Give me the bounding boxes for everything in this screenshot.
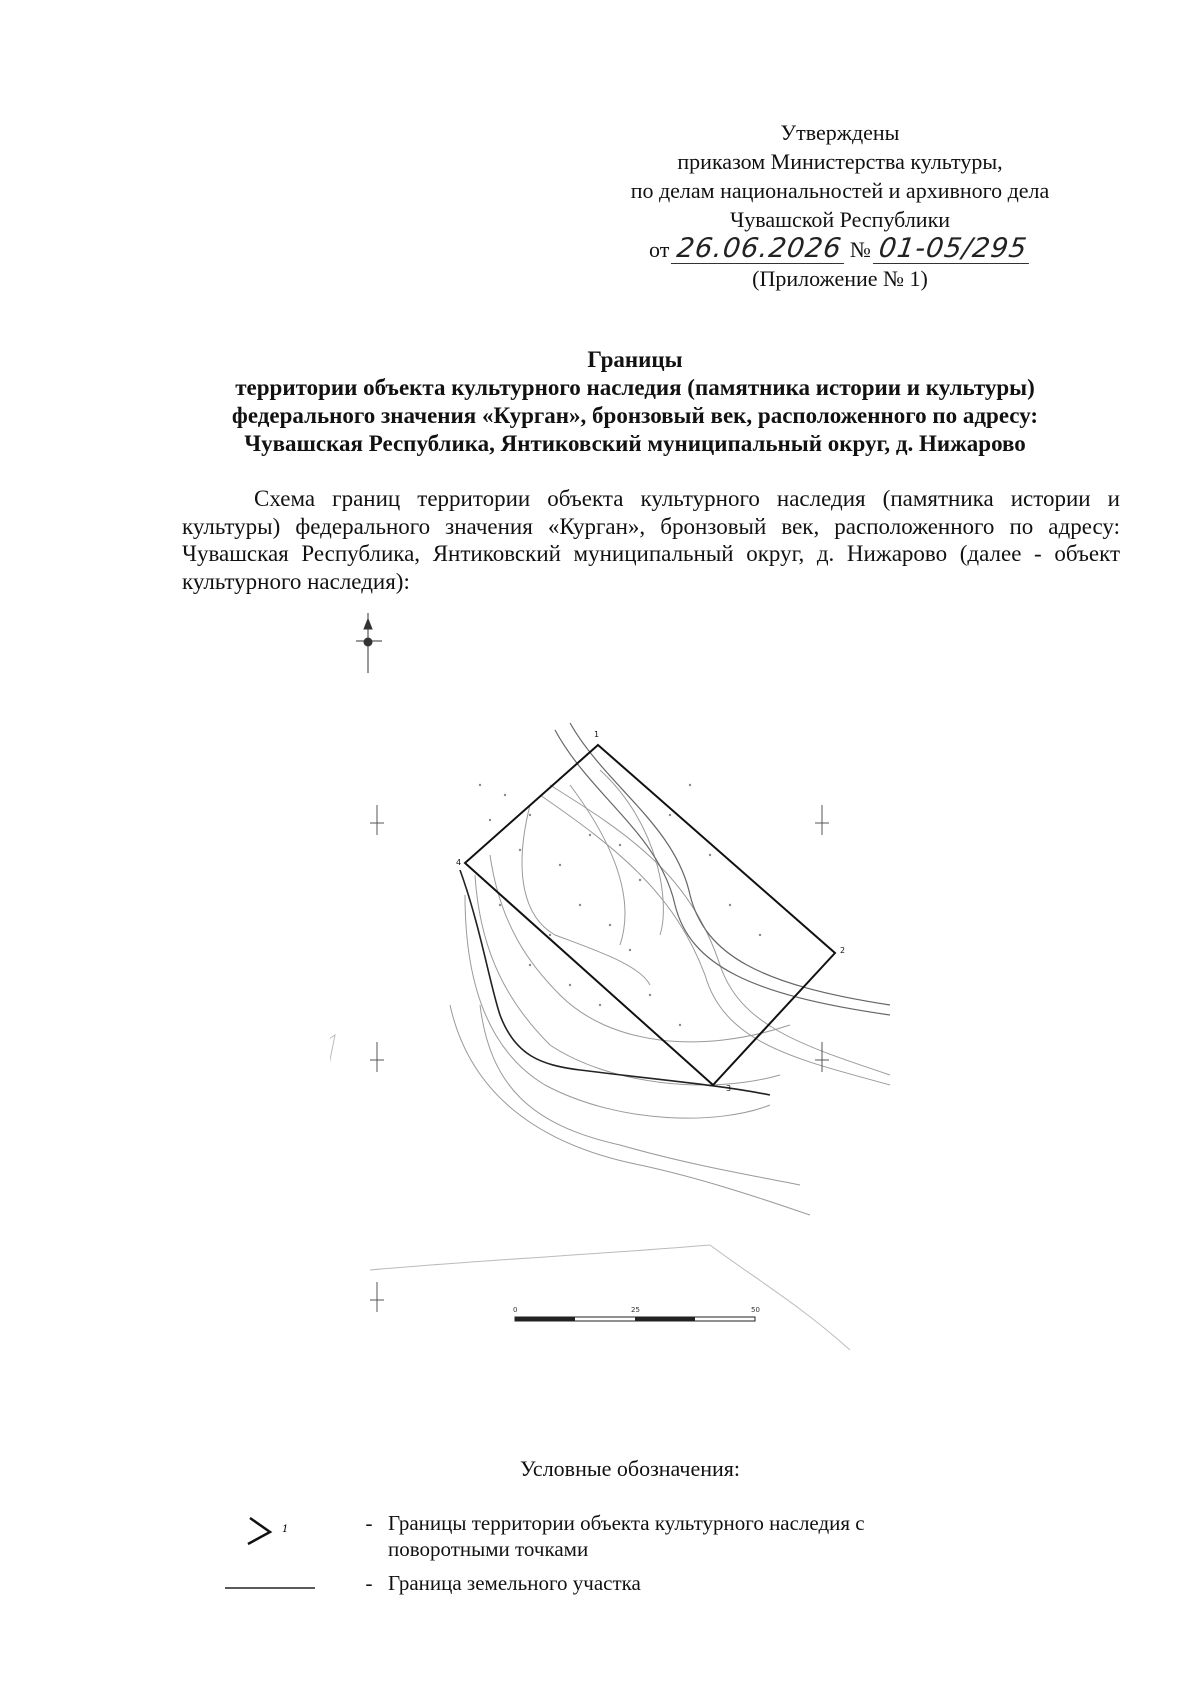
scale-bar [513, 1306, 760, 1321]
point-label-4: 4 [456, 858, 462, 867]
boundary-turning-point-icon [220, 1510, 350, 1550]
scale-tick-0: 0 [513, 1306, 518, 1314]
number-prefix: № [849, 237, 871, 262]
legend-dash: - [365, 1511, 373, 1535]
legend-item-land-plot [220, 1570, 1020, 1610]
approval-block [560, 118, 1120, 293]
title-line1: Границы [587, 347, 683, 372]
title-line2: территории объекта культурного наследия (памятника истории и культуры) [235, 375, 1035, 400]
legend-item-boundary [220, 1510, 1020, 1562]
elevation-marks [479, 784, 761, 1026]
date-prefix: от [648, 237, 670, 262]
title-line4: Чувашская Республика, Янтиковский муниципальный округ, д. Нижарово [244, 431, 1026, 456]
approval-line2: приказом Министерства культуры, [677, 149, 1003, 174]
land-plot-boundary [460, 870, 770, 1095]
point-label-1: 1 [594, 730, 600, 739]
document-title [150, 346, 1120, 458]
point-label-2: 2 [840, 946, 846, 955]
north-arrow-icon [356, 613, 382, 673]
grid-crosses [370, 805, 829, 1312]
legend-title: Условные обозначения: [520, 1456, 741, 1481]
object-territory-boundary [465, 745, 835, 1085]
scale-tick-25: 25 [631, 1306, 640, 1314]
scale-tick-50: 50 [751, 1306, 760, 1314]
legend-point-label: 1 [282, 1524, 289, 1535]
approval-line1: Утверждены [780, 120, 900, 145]
legend-dash: - [365, 1571, 373, 1595]
boundary-map [330, 605, 920, 1435]
land-plot-line-icon [220, 1570, 350, 1610]
title-line3: федерального значения «Курган», бронзовый век, расположенного по адресу: [231, 403, 1039, 428]
appendix-label: (Приложение № 1) [752, 266, 928, 291]
approval-line4: Чувашской Республики [729, 207, 951, 232]
approval-date-line [560, 234, 1120, 264]
legend-text-land-plot: Граница земельного участка [388, 1571, 641, 1595]
approval-line3: по делам национальностей и архивного дела [630, 178, 1050, 203]
handwritten-number: 01-05/295 [873, 234, 1033, 264]
legend-text-boundary: Границы территории объекта культурного наследия с поворотными точками [388, 1511, 865, 1561]
field-lines [330, 1035, 850, 1350]
handwritten-date: 26.06.2026 [671, 234, 848, 264]
point-label-3: 3 [726, 1084, 732, 1093]
intro-paragraph: Схема границ территории объекта культурного наследия (памятника истории и культуры) федерального значения «Курган», бронзовый век, расположенного по адресу: Чувашская Республика, Янтиковский муниципальный округ, д. Нижарово (далее - объект культурного наследия): [182, 486, 1120, 594]
